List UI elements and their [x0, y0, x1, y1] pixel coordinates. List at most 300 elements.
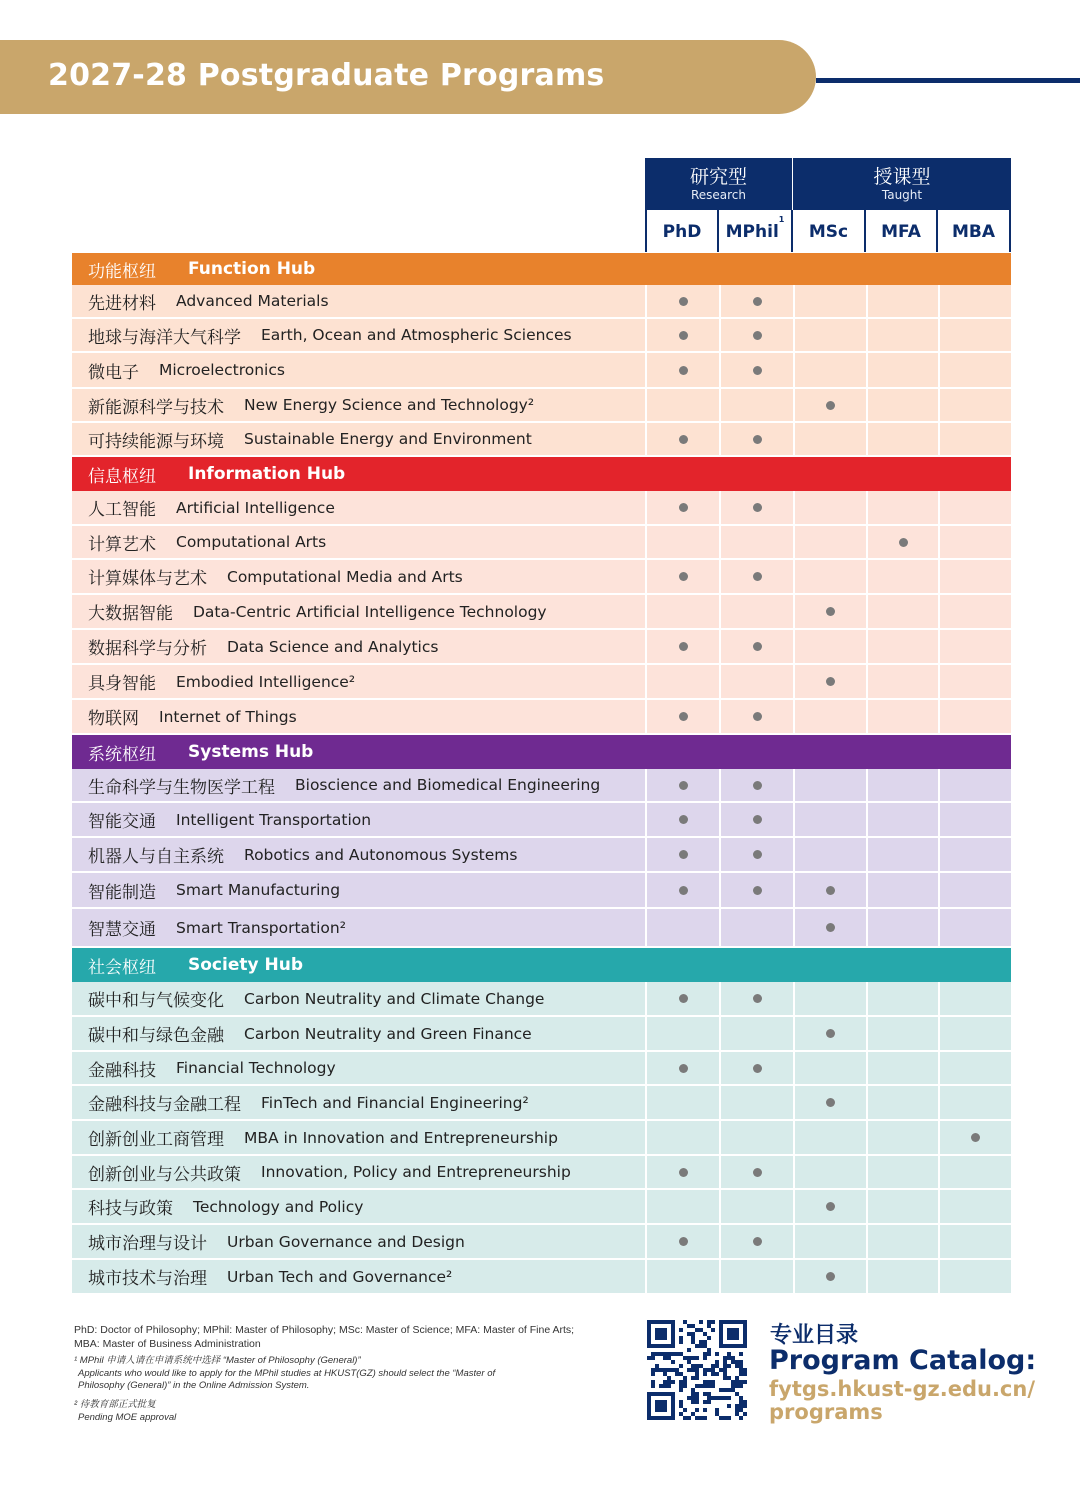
cell-mfa: [866, 526, 938, 558]
cell-mphil: [719, 491, 793, 524]
offered-dot-icon: [826, 1098, 835, 1107]
cell-mfa: [866, 1017, 938, 1050]
offered-dot-icon: [679, 642, 688, 651]
program-name: [72, 319, 645, 351]
footnote-1-cn: ¹ MPhil 申请人请在申请系统中选择 “Master of Philosophy (General)”: [74, 1355, 361, 1366]
cell-phd: [645, 526, 719, 558]
cell-mfa: [866, 285, 938, 317]
offered-dot-icon: [679, 994, 688, 1003]
program-name: [72, 491, 645, 524]
cell-phd: [645, 1121, 719, 1154]
program-name-cn: 新能源科学与技术: [88, 397, 224, 418]
cell-msc: [793, 982, 866, 1015]
cell-msc: [793, 560, 866, 593]
offered-dot-icon: [679, 815, 688, 824]
taught-header: [793, 158, 1011, 210]
cell-msc: [793, 803, 866, 836]
hub-label-en: Function Hub: [188, 259, 316, 279]
program-row: [72, 1086, 1011, 1121]
cell-msc: [793, 838, 866, 871]
cell-mfa: [866, 423, 938, 455]
offered-dot-icon: [753, 781, 762, 790]
program-name-cn: 智慧交通: [88, 920, 156, 940]
cell-mphil: [719, 873, 793, 907]
offered-dot-icon: [753, 435, 762, 444]
research-header-cn: 研究型: [689, 166, 747, 188]
program-name-cn: 生命科学与生物医学工程: [88, 777, 275, 798]
hub-label-en: Information Hub: [188, 464, 346, 484]
program-name: [72, 1260, 645, 1293]
program-name-en: Advanced Materials: [176, 292, 329, 310]
col-mphil: [719, 210, 793, 252]
cell-mphil: [719, 423, 793, 455]
cell-phd: [645, 353, 719, 387]
society-hub-section: [72, 948, 1011, 1295]
cell-mba: [938, 423, 1011, 455]
program-name-en: Smart Transportation²: [176, 918, 346, 937]
cell-phd: [645, 700, 719, 733]
cell-mba: [938, 1086, 1011, 1119]
program-name: [72, 909, 645, 946]
program-row: [72, 909, 1011, 948]
program-name: [72, 1225, 645, 1258]
offered-dot-icon: [826, 1029, 835, 1038]
cell-phd: [645, 1156, 719, 1188]
cell-phd: [645, 423, 719, 455]
program-table: [72, 253, 1011, 1295]
offered-dot-icon: [753, 994, 762, 1003]
program-name-en: Bioscience and Biomedical Engineering: [295, 776, 601, 794]
cell-mfa: [866, 838, 938, 871]
program-row: [72, 595, 1011, 630]
cell-msc: [793, 700, 866, 733]
offered-dot-icon: [679, 366, 688, 375]
cell-mfa: [866, 389, 938, 421]
cell-mphil: [719, 1052, 793, 1084]
offered-dot-icon: [679, 1237, 688, 1246]
cell-mphil: [719, 1156, 793, 1188]
program-row: [72, 700, 1011, 735]
program-name: [72, 1017, 645, 1050]
cell-mfa: [866, 1156, 938, 1188]
program-name: [72, 595, 645, 628]
cell-phd: [645, 595, 719, 628]
program-name-en: Computational Arts: [176, 533, 327, 551]
cell-phd: [645, 1190, 719, 1223]
cell-msc: [793, 1190, 866, 1223]
offered-dot-icon: [753, 850, 762, 859]
program-row: [72, 1156, 1011, 1190]
hub-label-cn: 系统枢纽: [88, 744, 156, 765]
cell-mfa: [866, 630, 938, 663]
offered-dot-icon: [679, 572, 688, 581]
cell-mphil: [719, 803, 793, 836]
program-row: [72, 285, 1011, 319]
offered-dot-icon: [753, 503, 762, 512]
cell-mfa: [866, 873, 938, 907]
cell-msc: [793, 1225, 866, 1258]
cell-mphil: [719, 1086, 793, 1119]
program-name-cn: 智能交通: [88, 812, 156, 832]
function-hub-section: [72, 253, 1011, 457]
col-phd: PhD: [645, 210, 719, 252]
cell-mfa: [866, 353, 938, 387]
cell-msc: [793, 389, 866, 421]
cell-mba: [938, 982, 1011, 1015]
abbreviation-note: PhD: Doctor of Philosophy; MPhil: Master of Philosophy; MSc: Master of Science; MFA: Master of Fine Arts; MBA: Master of Business Administration: [74, 1324, 575, 1350]
cell-msc: [793, 423, 866, 455]
program-name: [72, 1052, 645, 1084]
cell-mba: [938, 630, 1011, 663]
hub-label-cn: 信息枢纽: [88, 466, 156, 487]
cell-mba: [938, 1052, 1011, 1084]
cell-mfa: [866, 1190, 938, 1223]
program-name: [72, 423, 645, 455]
program-name-en: Computational Media and Arts: [227, 567, 463, 586]
cell-mfa: [866, 769, 938, 801]
program-name-cn: 金融科技: [88, 1060, 156, 1081]
program-name: [72, 285, 645, 317]
program-name: [72, 1121, 645, 1154]
hub-label: [72, 253, 315, 285]
cell-mba: [938, 769, 1011, 801]
cell-phd: [645, 560, 719, 593]
cell-mfa: [866, 491, 938, 524]
cell-mphil: [719, 909, 793, 946]
cell-msc: [793, 909, 866, 946]
program-row: [72, 630, 1011, 665]
offered-dot-icon: [679, 503, 688, 512]
program-row: [72, 389, 1011, 423]
qr-code-icon[interactable]: [647, 1320, 747, 1420]
cell-msc: [793, 665, 866, 698]
catalog-title-cn: 专业目录: [770, 1323, 859, 1348]
program-name-en: Urban Tech and Governance²: [227, 1267, 453, 1286]
cell-mba: [938, 873, 1011, 907]
program-name-cn: 创新创业与公共政策: [88, 1164, 241, 1185]
cell-mba: [938, 526, 1011, 558]
offered-dot-icon: [753, 886, 762, 895]
col-msc: MSc: [793, 210, 866, 252]
catalog-link[interactable]: [769, 1378, 1069, 1424]
cell-mba: [938, 353, 1011, 387]
information-hub-section: [72, 457, 1011, 735]
program-name: [72, 1086, 645, 1119]
offered-dot-icon: [971, 1133, 980, 1142]
program-name-en: Technology and Policy: [193, 1197, 364, 1216]
hub-label-cn: 社会枢纽: [88, 957, 156, 978]
cell-mba: [938, 491, 1011, 524]
hub-label: [72, 735, 313, 769]
program-name-cn: 碳中和与气候变化: [88, 991, 224, 1011]
cell-msc: [793, 1260, 866, 1293]
page-title: 2027-28 Postgraduate Programs: [48, 58, 605, 93]
cell-mfa: [866, 700, 938, 733]
society-hub-header: [72, 948, 1011, 982]
offered-dot-icon: [679, 712, 688, 721]
offered-dot-icon: [826, 607, 835, 616]
cell-msc: [793, 319, 866, 351]
offered-dot-icon: [753, 331, 762, 340]
cell-phd: [645, 491, 719, 524]
program-row: [72, 982, 1011, 1017]
offered-dot-icon: [826, 1272, 835, 1281]
program-name-en: Internet of Things: [159, 707, 297, 726]
cell-mphil: [719, 560, 793, 593]
program-name-cn: 人工智能: [88, 500, 156, 520]
offered-dot-icon: [753, 642, 762, 651]
cell-mphil: [719, 526, 793, 558]
program-name-en: Financial Technology: [176, 1059, 336, 1077]
cell-phd: [645, 285, 719, 317]
cell-mba: [938, 1121, 1011, 1154]
footnote-1-en: Applicants who would like to apply for the MPhil studies at HKUST(GZ) should select the “Master of Philosophy (General)” in the Online Admission System.: [78, 1367, 496, 1391]
hub-label-en: Systems Hub: [188, 742, 314, 762]
program-name-cn: 城市技术与治理: [88, 1269, 207, 1289]
program-name-en: MBA in Innovation and Entrepreneurship: [244, 1128, 558, 1147]
cell-mphil: [719, 1260, 793, 1293]
catalog-title-en: Program Catalog:: [769, 1345, 1037, 1376]
offered-dot-icon: [826, 923, 835, 932]
program-row: [72, 803, 1011, 838]
program-name-cn: 大数据智能: [88, 604, 173, 624]
program-row: [72, 1190, 1011, 1225]
cell-mphil: [719, 353, 793, 387]
offered-dot-icon: [679, 1168, 688, 1177]
systems-hub-section: [72, 735, 1011, 948]
offered-dot-icon: [753, 366, 762, 375]
program-name: [72, 1190, 645, 1223]
cell-mphil: [719, 700, 793, 733]
footnote-2: [74, 1399, 374, 1424]
cell-msc: [793, 1052, 866, 1084]
cell-mfa: [866, 319, 938, 351]
cell-phd: [645, 982, 719, 1015]
offered-dot-icon: [679, 1064, 688, 1073]
cell-mfa: [866, 1225, 938, 1258]
cell-mba: [938, 838, 1011, 871]
cell-phd: [645, 1086, 719, 1119]
offered-dot-icon: [753, 815, 762, 824]
program-name: [72, 560, 645, 593]
cell-mphil: [719, 595, 793, 628]
cell-mba: [938, 595, 1011, 628]
cell-phd: [645, 1225, 719, 1258]
offered-dot-icon: [679, 435, 688, 444]
cell-mfa: [866, 1086, 938, 1119]
hub-label-cn: 功能枢纽: [88, 261, 156, 282]
program-name-en: Robotics and Autonomous Systems: [244, 845, 518, 864]
program-row: [72, 1017, 1011, 1052]
cell-phd: [645, 1260, 719, 1293]
systems-hub-header: [72, 735, 1011, 769]
cell-msc: [793, 353, 866, 387]
offered-dot-icon: [679, 297, 688, 306]
program-name-cn: 地球与海洋大气科学: [88, 327, 241, 348]
cell-msc: [793, 1156, 866, 1188]
cell-phd: [645, 803, 719, 836]
program-name-en: Earth, Ocean and Atmospheric Sciences: [261, 326, 572, 344]
program-name-cn: 创新创业工商管理: [88, 1130, 224, 1150]
program-row: [72, 1121, 1011, 1156]
col-mba: MBA: [938, 210, 1011, 252]
cell-phd: [645, 319, 719, 351]
program-name-en: Intelligent Transportation: [176, 810, 372, 829]
cell-mphil: [719, 665, 793, 698]
cell-mfa: [866, 1121, 938, 1154]
offered-dot-icon: [826, 401, 835, 410]
cell-phd: [645, 389, 719, 421]
cell-phd: [645, 769, 719, 801]
cell-msc: [793, 491, 866, 524]
program-name-en: FinTech and Financial Engineering²: [261, 1093, 529, 1112]
program-row: [72, 526, 1011, 560]
research-header: [645, 158, 793, 210]
research-header-en: Research: [690, 188, 747, 202]
program-name: [72, 982, 645, 1015]
cell-phd: [645, 665, 719, 698]
cell-mfa: [866, 1052, 938, 1084]
offered-dot-icon: [753, 1237, 762, 1246]
program-name-en: Embodied Intelligence²: [176, 672, 356, 691]
program-name-cn: 物联网: [88, 709, 139, 729]
cell-mphil: [719, 319, 793, 351]
program-name-en: Urban Governance and Design: [227, 1232, 465, 1251]
cell-phd: [645, 838, 719, 871]
cell-mba: [938, 285, 1011, 317]
program-row: [72, 1260, 1011, 1295]
cell-msc: [793, 769, 866, 801]
cell-msc: [793, 1121, 866, 1154]
offered-dot-icon: [826, 1202, 835, 1211]
cell-msc: [793, 1017, 866, 1050]
program-row: [72, 665, 1011, 700]
program-name: [72, 700, 645, 733]
offered-dot-icon: [679, 781, 688, 790]
cell-mphil: [719, 1190, 793, 1223]
cell-mfa: [866, 560, 938, 593]
program-name: [72, 1156, 645, 1188]
cell-mphil: [719, 630, 793, 663]
cell-mphil: [719, 982, 793, 1015]
program-name-en: Innovation, Policy and Entrepreneurship: [261, 1163, 571, 1181]
program-name-cn: 机器人与自主系统: [88, 847, 224, 867]
hub-label: [72, 948, 303, 982]
cell-msc: [793, 526, 866, 558]
program-name: [72, 803, 645, 836]
cell-mfa: [866, 1260, 938, 1293]
cell-phd: [645, 873, 719, 907]
program-name-en: Sustainable Energy and Environment: [244, 430, 532, 448]
information-hub-header: [72, 457, 1011, 491]
cell-mba: [938, 700, 1011, 733]
cell-mba: [938, 803, 1011, 836]
cell-phd: [645, 909, 719, 946]
cell-mba: [938, 319, 1011, 351]
footnote-1: [74, 1355, 514, 1393]
program-name-en: Carbon Neutrality and Green Finance: [244, 1024, 532, 1043]
program-name: [72, 838, 645, 871]
program-name-en: Smart Manufacturing: [176, 881, 341, 899]
offered-dot-icon: [753, 1064, 762, 1073]
footnote-2-cn: ² 待教育部正式批复: [74, 1399, 156, 1410]
program-name: [72, 389, 645, 421]
program-name-en: New Energy Science and Technology²: [244, 396, 535, 414]
cell-phd: [645, 1052, 719, 1084]
program-name-cn: 数据科学与分析: [88, 639, 207, 659]
catalog-link-line1: fytgs.hkust-gz.edu.cn/: [769, 1377, 1035, 1401]
program-name-cn: 计算艺术: [88, 534, 156, 555]
cell-mfa: [866, 909, 938, 946]
program-name: [72, 665, 645, 698]
cell-mphil: [719, 1225, 793, 1258]
program-name-cn: 科技与政策: [88, 1199, 173, 1219]
program-row: [72, 838, 1011, 873]
program-row: [72, 873, 1011, 909]
cell-mphil: [719, 389, 793, 421]
hub-label: [72, 457, 345, 491]
offered-dot-icon: [899, 538, 908, 547]
offered-dot-icon: [753, 572, 762, 581]
program-name-cn: 金融科技与金融工程: [88, 1095, 241, 1115]
taught-header-cn: 授课型: [873, 166, 931, 188]
cell-phd: [645, 630, 719, 663]
offered-dot-icon: [679, 331, 688, 340]
program-name-cn: 具身智能: [88, 674, 156, 694]
program-row: [72, 1052, 1011, 1086]
program-name-en: Data Science and Analytics: [227, 637, 439, 656]
program-name: [72, 526, 645, 558]
offered-dot-icon: [753, 712, 762, 721]
cell-mphil: [719, 1121, 793, 1154]
program-name-cn: 碳中和与绿色金融: [88, 1026, 224, 1046]
col-mfa: MFA: [866, 210, 938, 252]
program-name-cn: 先进材料: [88, 293, 156, 314]
program-name-en: Data-Centric Artificial Intelligence Technology: [193, 602, 547, 621]
offered-dot-icon: [679, 850, 688, 859]
program-row: [72, 560, 1011, 595]
program-row: [72, 491, 1011, 526]
program-name-cn: 城市治理与设计: [88, 1234, 207, 1254]
program-name-en: Microelectronics: [159, 361, 285, 379]
cell-mphil: [719, 838, 793, 871]
cell-msc: [793, 873, 866, 907]
cell-mphil: [719, 285, 793, 317]
col-mphil-label: MPhil: [725, 222, 779, 242]
program-name: [72, 873, 645, 907]
cell-mfa: [866, 595, 938, 628]
offered-dot-icon: [753, 1168, 762, 1177]
cell-phd: [645, 1017, 719, 1050]
cell-mba: [938, 1225, 1011, 1258]
program-name: [72, 769, 645, 801]
cell-mphil: [719, 1017, 793, 1050]
program-name: [72, 630, 645, 663]
cell-msc: [793, 595, 866, 628]
program-name-cn: 微电子: [88, 362, 139, 383]
program-name-en: Carbon Neutrality and Climate Change: [244, 989, 545, 1008]
cell-mfa: [866, 665, 938, 698]
cell-msc: [793, 1086, 866, 1119]
catalog-link-line2: programs: [769, 1400, 883, 1424]
header-rule: [816, 78, 1080, 83]
cell-mphil: [719, 769, 793, 801]
cell-mba: [938, 909, 1011, 946]
cell-mba: [938, 1156, 1011, 1188]
cell-mfa: [866, 982, 938, 1015]
program-name-cn: 计算媒体与艺术: [88, 569, 207, 589]
cell-msc: [793, 285, 866, 317]
